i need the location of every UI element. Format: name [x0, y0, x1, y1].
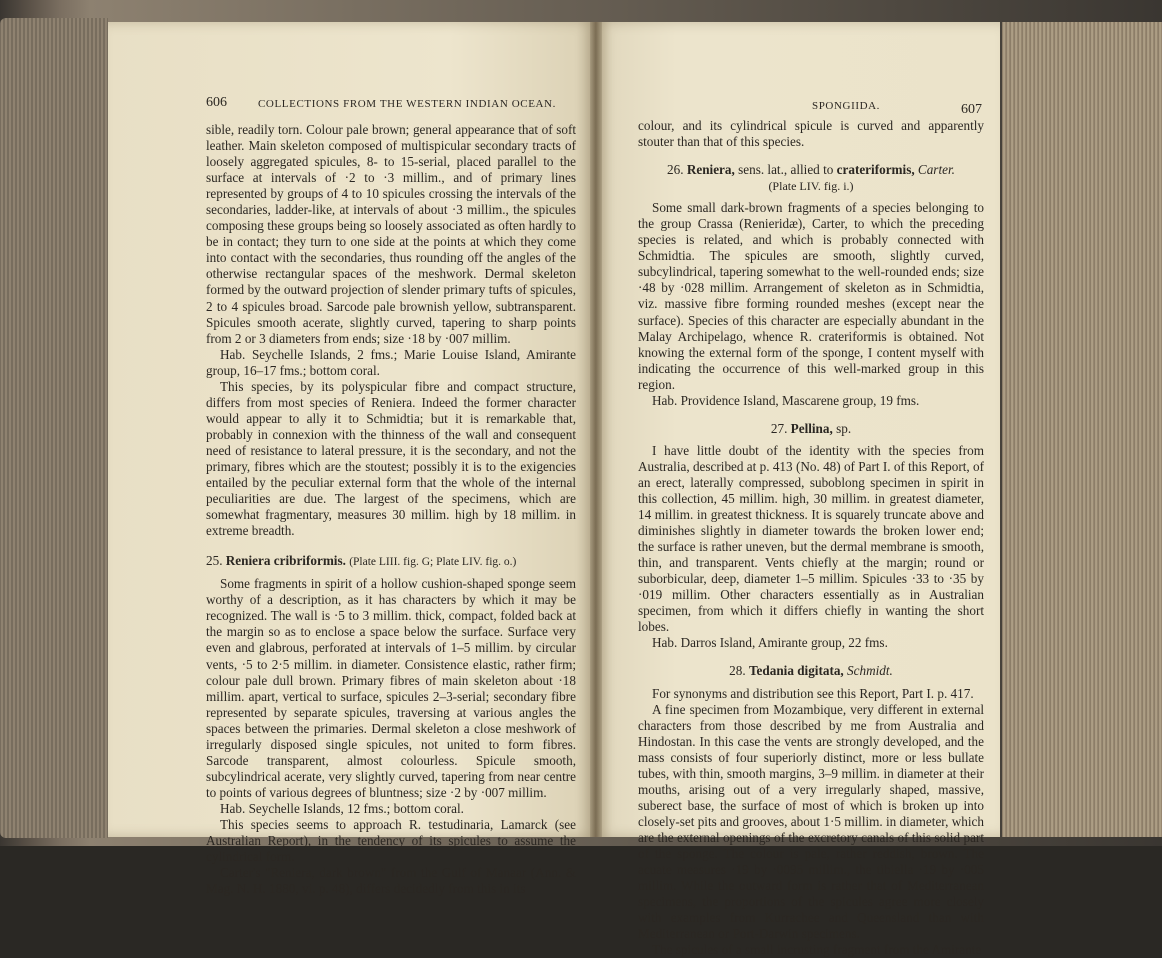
paragraph: This species, by its polyspicular fibre and compact structure, differs from most species of Reniera. Indeed the former character would appear to ally it to Schmidtia; but it is remarkable that, probably in connexion with the thinness of the wall and consequent need of resistance to lateral pressure, it is the secondary, and not the primary, fibres which are the stoutest; possibly it is to the exigencies entailed by the peculiar external form that the whole of the internal peculiarities are due. The largest of the specimens, which are somewhat fragmentary, measures 30 millim. high by 18 millim. in extreme breadth. — [206, 378, 576, 539]
species-author: Schmidt. — [847, 663, 893, 679]
paragraph: A fine specimen from Mozambique, very different in external characters from those described by me from Australia and Hindostan. In this case the vents are strongly developed, and the mass consists of four superiorly distinct, more or less bullate tubes, with thin, smooth margins, 3–9 millim. in diameter at their mouths, arising out of a very irregularly shaped, massive, suberect base, the surface of most of which is broken up into closely-set pits and grooves, about 1·5 millim. in diameter, which are the external openings of the excretory canals of this solid part of the sponge. The colour is pale, rather reddish, brown. The acuate measures ·19 by ·0095 millim., the tibiella ·19 by ·005 millim. While the outward form is rather that of Mediterranean specimens, the proportions of the spicules agree more closely with examples from Kurrachee and Queensland than with Mediterranean or Port-Darwin specimens. — [638, 701, 984, 942]
species-plates: (Plate LIII. fig. G; Plate LIV. fig. o.) — [349, 556, 517, 569]
species-number: 26. — [667, 162, 684, 178]
paragraph: Some fragments in spirit of a hollow cushion-shaped sponge seem worthy of a description, as it has characters by which it may be recognized. The wall is ·5 to 3 millim. thick, compact, folded back at the margin so as to enclose a space below the surface. Surface very even and glabrous, perforated at intervals of 1–5 millim. by circular vents, ·5 to 2·5 millim. in diameter. Consistence elastic, rather firm; colour pale dull brown. Primary fibres of main skeleton about ·18 millim. apart, vertical to surface, spicules 2–3-serial; secondary fibre represented by separate spicules, traversing at various angles the spaces between the primaries. Dermal skeleton a close meshwork of irregularly disposed single spicules, not united to form fibres. Sarcode transparent, almost colourless. Spicule smooth, subcylindrical acerate, very slightly curved, tapering from near centre to points of various degrees of bluntness; size ·2 by ·007 millim. — [206, 576, 576, 800]
paragraph: This species seems to approach R. testudinaria, Lamarck (see Australian Report), in the tendency of its spicules to assume the cylindrical form. — [206, 816, 576, 865]
species-heading-25 — [206, 553, 576, 570]
book-gutter — [590, 22, 602, 837]
paragraph: The spicules of a small incrusting fragment from the Amirante — [652, 942, 982, 958]
species-name: Tedania digitata, — [748, 663, 844, 679]
paragraph: colour, and its cylindrical spicule is curved and apparently stouter than that of this species. — [638, 118, 984, 150]
habitat-line: Hab. Seychelle Islands, 12 fms.; bottom coral. — [220, 800, 464, 816]
species-heading-27 — [638, 421, 984, 437]
species-heading-28 — [638, 663, 984, 679]
species-number: 27. — [770, 420, 788, 436]
left-page-text — [206, 122, 576, 897]
left-page — [108, 22, 596, 897]
habitat-line: Hab. Darros Island, Amirante group, 22 fms. — [652, 635, 888, 651]
paragraph: Carter's "Reniera, dark brown" from the Gulf of Manaar (Ann. & Mag. N. H. 1880, vi. p. 48), differs decidedly from this in its — [206, 865, 576, 897]
page-number-right: 607 — [961, 102, 982, 117]
species-author: sp. — [836, 420, 852, 436]
species-author: Carter. — [917, 162, 955, 178]
paragraph: I have little doubt of the identity with the species from Australia, described at p. 413 (No. 48) of Part I. of this Report, of an erect, laterally compressed, suboblong specimen in spirit in this collection, 45 millim. high, 30 millim. in greatest diameter, 14 millim. in greatest thickness. It is squarely truncate above and diminishes slightly in diameter towards the broken lower end; the surface is rather uneven, but the dermal membrane is smooth, thin, and transparent. Vents chiefly at the margin; round or suborbicular, deep, diameter 1–5 millim. Spicules ·33 to ·35 by ·019 millim. Other characters essentially as in Australian specimen, from which it differs chiefly in wanting the short lobes. — [638, 442, 984, 635]
species-name: Reniera, — [686, 162, 735, 178]
running-head-right: SPONGIIDA. — [812, 100, 881, 112]
right-page — [596, 22, 1000, 958]
habitat-line: Hab. Providence Island, Mascarene group, 19 fms. — [652, 392, 920, 408]
habitat-line: Hab. Seychelle Islands, 2 fms.; Marie Louise Island, Amirante group, 16–17 fms.; bottom coral. — [206, 346, 576, 378]
species-name: Reniera cribriformis. — [225, 553, 346, 569]
paragraph: Some small dark-brown fragments of a species belonging to the group Crassa (Renieridæ), Carter, to which the preceding species is related, and which is probably connected with Schmidtia. The spicules are smooth, slightly curved, subcylindrical, tapering somewhat to the well-rounded ends; size ·48 by ·028 millim. Arrangement of skeleton as in Schmidtia, viz. massive fibre forming rounded meshes (except near the surface). Species of this character are especially abundant in the Malay Archipelago, whence R. crateriformis is obtained. Not knowing the external form of the sponge, I content myself with indicating the occurrence of this well-marked group in this region. — [638, 200, 984, 392]
species-qualifier: sens. lat., allied to — [738, 162, 834, 178]
species-name: Pellina, — [790, 420, 833, 436]
paragraph: sible, readily torn. Colour pale brown; general appearance that of soft leather. Main skeleton composed of multispicular secondary tracts of loosely aggregated spicules, 8- to 15-serial, placed parallel to the surface at intervals of ·2 to ·3 millim., and of primary lines represented by groups of 4 to 10 spicules crossing the intervals of the secondaries, ladder-like, at intervals of about ·3 millim., the spicules composing these groups being so loosely associated as often hardly to be in contact; they turn to one side at the points at which they come into contact with the secondaries, thus rounding off the angles of the otherwise rectangular spaces of the meshwork. Dermal skeleton formed by the outward projection of slender primary tufts of spicules, 2 to 4 spicules broad. Sarcode pale brownish yellow, subtransparent. Spicules smooth acerate, slightly curved, tapering to sharp points from 2 or 3 diameters from ends; size ·18 by ·007 millim. — [206, 122, 576, 346]
paragraph: For synonyms and distribution see this Report, Part I. p. 417. — [652, 685, 974, 701]
species-number: 28. — [729, 663, 746, 679]
running-head-left: COLLECTIONS FROM THE WESTERN INDIAN OCEAN. — [258, 98, 556, 110]
left-page-edges — [0, 18, 108, 838]
species-number: 25. — [206, 553, 223, 569]
species-heading-26 — [638, 162, 984, 178]
species-plates: (Plate LIV. fig. i.) — [768, 179, 854, 194]
allied-species-name: crateriformis, — [836, 162, 915, 178]
right-page-text — [638, 118, 984, 958]
page-number-left: 606 — [206, 95, 227, 110]
right-page-edges — [1002, 22, 1162, 837]
